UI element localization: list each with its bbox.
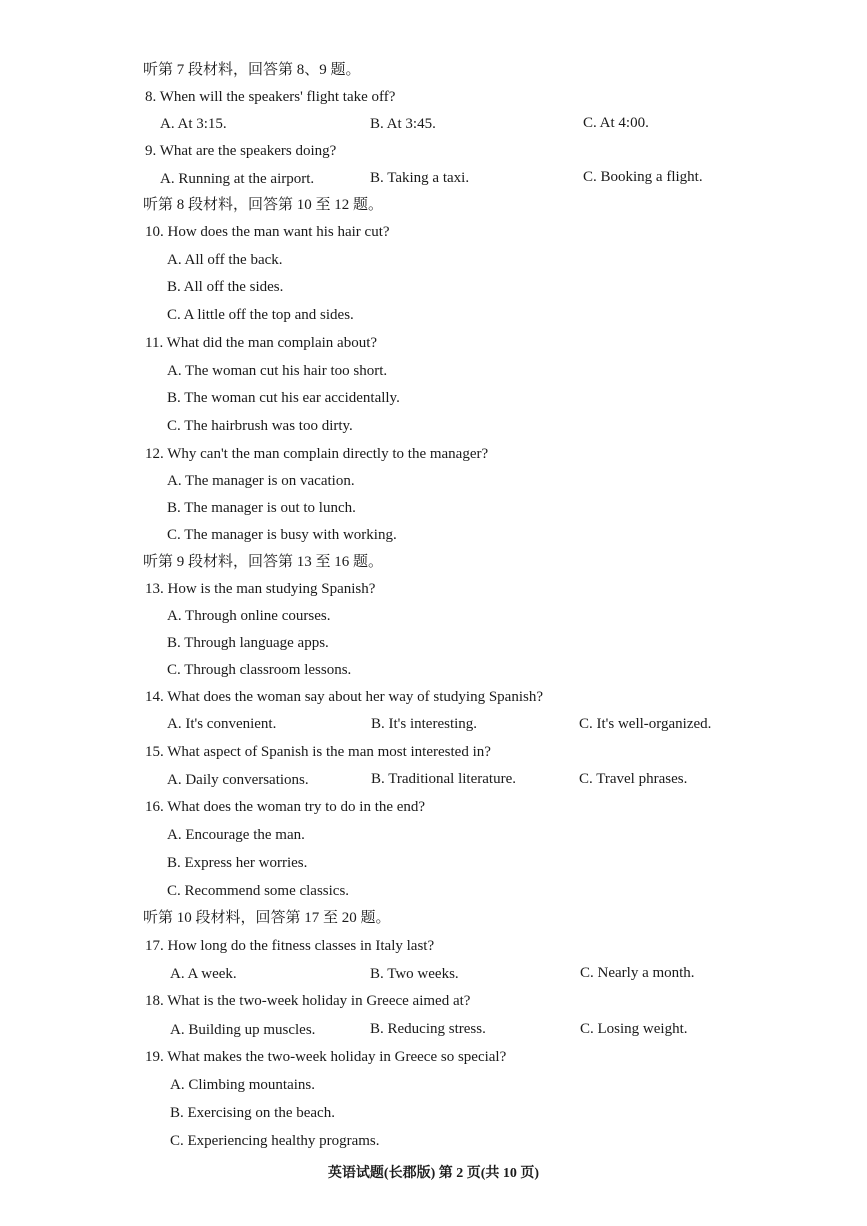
section-header: 听第 7 段材料，回答第 8、9 题。: [143, 62, 361, 78]
option-10a: A. All off the back.: [167, 252, 283, 268]
question-12: 12. Why can't the man complain directly to the manager?: [145, 446, 489, 462]
option-9a: A. Running at the airport.: [160, 171, 315, 187]
page-footer: 英语试题(长郡版) 第 2 页(共 10 页): [327, 1166, 540, 1181]
option-12b: B. The manager is out to lunch.: [167, 500, 356, 516]
option-10c: C. A little off the top and sides.: [167, 307, 354, 323]
section-header: 听第 9 段材料，回答第 13 至 16 题。: [143, 554, 384, 570]
question-14: 14. What does the woman say about her way of studying Spanish?: [145, 689, 543, 705]
option-11a: A. The woman cut his hair too short.: [167, 363, 388, 379]
option-8a: A. At 3:15.: [160, 116, 227, 132]
question-17: 17. How long do the fitness classes in Italy last?: [145, 938, 435, 954]
option-15c: C. Travel phrases.: [579, 771, 688, 787]
option-16c: C. Recommend some classics.: [167, 883, 350, 899]
option-19a: A. Climbing mountains.: [170, 1077, 316, 1093]
option-8b: B. At 3:45.: [370, 116, 436, 132]
section-header: 听第 10 段材料，回答第 17 至 20 题。: [143, 910, 391, 926]
option-14a: A. It's convenient.: [167, 716, 277, 732]
question-15: 15. What aspect of Spanish is the man most interested in?: [145, 744, 491, 760]
section-header: 听第 8 段材料，回答第 10 至 12 题。: [143, 197, 384, 213]
option-19c: C. Experiencing healthy programs.: [170, 1133, 380, 1149]
option-16b: B. Express her worries.: [167, 855, 308, 871]
question-9: 9. What are the speakers doing?: [145, 143, 337, 159]
option-18c: C. Losing weight.: [580, 1021, 688, 1037]
question-11: 11. What did the man complain about?: [145, 335, 378, 351]
option-15b: B. Traditional literature.: [371, 771, 516, 787]
option-17c: C. Nearly a month.: [580, 965, 695, 981]
option-12a: A. The manager is on vacation.: [167, 473, 355, 489]
question-16: 16. What does the woman try to do in the end?: [145, 799, 426, 815]
option-10b: B. All off the sides.: [167, 279, 284, 295]
option-11b: B. The woman cut his ear accidentally.: [167, 390, 400, 406]
option-17b: B. Two weeks.: [370, 966, 459, 982]
option-11c: C. The hairbrush was too dirty.: [167, 418, 353, 434]
option-14c: C. It's well-organized.: [579, 716, 712, 732]
option-9b: B. Taking a taxi.: [370, 170, 470, 186]
option-13b: B. Through language apps.: [167, 635, 329, 651]
option-16a: A. Encourage the man.: [167, 827, 305, 843]
option-12c: C. The manager is busy with working.: [167, 527, 397, 543]
option-18a: A. Building up muscles.: [170, 1022, 316, 1038]
option-18b: B. Reducing stress.: [370, 1021, 486, 1037]
question-8: 8. When will the speakers' flight take off?: [145, 89, 396, 105]
option-13c: C. Through classroom lessons.: [167, 662, 352, 678]
option-9c: C. Booking a flight.: [583, 169, 703, 185]
question-10: 10. How does the man want his hair cut?: [145, 224, 390, 240]
question-19: 19. What makes the two-week holiday in Greece so special?: [145, 1049, 507, 1065]
option-15a: A. Daily conversations.: [167, 772, 309, 788]
option-13a: A. Through online courses.: [167, 608, 331, 624]
option-17a: A. A week.: [170, 966, 237, 982]
option-19b: B. Exercising on the beach.: [170, 1105, 335, 1121]
question-18: 18. What is the two-week holiday in Greece aimed at?: [145, 993, 471, 1009]
option-14b: B. It's interesting.: [371, 716, 478, 732]
question-13: 13. How is the man studying Spanish?: [145, 581, 376, 597]
option-8c: C. At 4:00.: [583, 115, 649, 131]
